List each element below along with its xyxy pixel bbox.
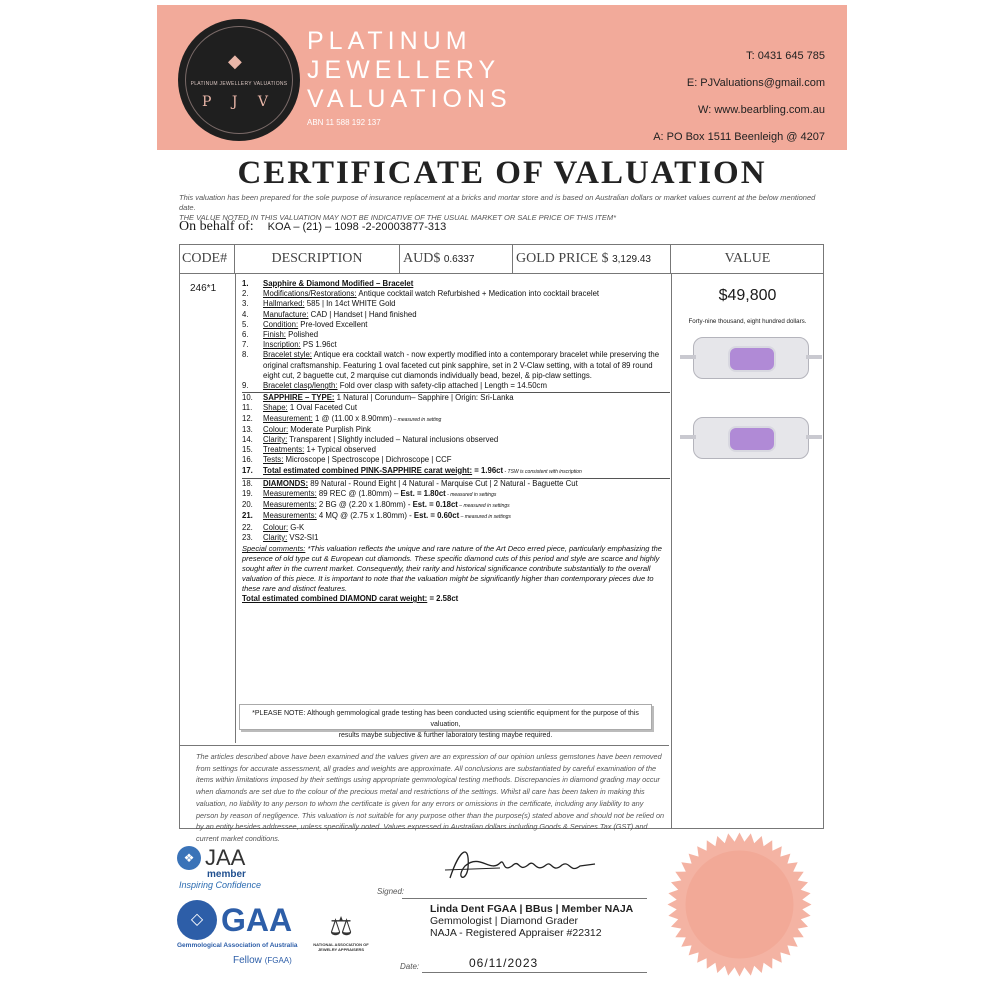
certificate-page <box>157 0 847 1000</box>
gold-value: 3,129.43 <box>612 254 651 265</box>
logo-initials: P J V <box>201 94 277 110</box>
list-item: 22. Colour: G-K <box>242 522 305 532</box>
on-behalf-of <box>179 219 446 235</box>
list-item: 3. Hallmarked: 585 | In 14ct WHITE Gold <box>242 299 396 309</box>
page-title: CERTIFICATE OF VALUATION <box>237 155 767 191</box>
please-note-box <box>239 704 652 739</box>
please-note-line-2: results maybe subjective & further laboratory testing maybe required. <box>338 732 553 739</box>
contact-block <box>653 43 825 151</box>
jaa-icon: ❖ <box>177 846 201 870</box>
gaa-full-name: Gemmological Association of Australia <box>177 942 298 949</box>
total-diamond-weight: Total estimated combined DIAMOND carat weight: = 2.58ct <box>242 594 459 604</box>
list-item: 16. Tests: Microscope | Spectroscope | Dichroscope | CCF <box>242 455 452 465</box>
contact-address: A: PO Box 1511 Beenleigh @ 4207 <box>653 131 825 143</box>
list-item: 1. Sapphire & Diamond Modified – Bracelet <box>242 279 414 288</box>
valuation-words: Forty-nine thousand, eight hundred dollars. <box>688 318 807 325</box>
list-item: 19. Measurements: 89 REC @ (1.80mm) – Est. = 1.80ct - measured in settings <box>242 489 497 499</box>
list-item: 13. Colour: Moderate Purplish Pink <box>242 424 371 434</box>
diamond-icon: ◆ <box>228 51 242 72</box>
item-description <box>242 279 670 604</box>
brand-line-1: PLATINUM <box>307 27 472 55</box>
scales-icon: ⚖ <box>329 912 353 942</box>
abn: ABN 11 588 192 137 <box>307 118 381 127</box>
jaa-member: member <box>207 869 246 880</box>
please-note-line-1: *PLEASE NOTE: Although gemmological grade testing has been conducted using scientific equipment for the purpose of this valuation, <box>252 710 639 728</box>
signer-role: Gemmologist | Diamond Grader <box>430 915 579 927</box>
aud-label: AUD$ <box>403 251 441 266</box>
brand-name <box>307 27 512 114</box>
list-item: 10. SAPPHIRE – TYPE: 1 Natural | Corundum– Sapphire | Origin: Sri-Lanka <box>242 392 670 403</box>
list-item: 6. Finish: Polished <box>242 330 319 340</box>
list-item: 9. Bracelet clasp/length: Fold over clasp with safety-clip attached | Length = 14.50cm <box>242 381 547 391</box>
list-item: 17. Total estimated combined PINK-SAPPHIRE carat weight: = 1.96ct - TSW is consistent with inscription <box>242 465 582 475</box>
terms-text: The articles described above have been examined and the values given are an expression of our opinion unless gemstones have been removed from settings for accurate assessment, all grades and weights are approximate. All conclusions are substantiated by careful examination of the items within limitations imposed by their settings using appropriate gemmological testing methods. Discrepancies in diamond grading may occur when diamonds are set due to the colour of the precious metal and restrictions of the settings. Whilst all care has been taken in making this valuation, no liability to any person to whom the certificate is given for any errors or omissions in the certificate, including any liability to any person by reason of negligence. This valuation is not suitable for any purpose other than the purpose(s) stated above and should not be relied on by an entity besides addressee, unless specifically noted. Values expressed in Australian dollars including Goods & Services Tax (GST) and current market conditions. <box>196 752 665 843</box>
header-banner <box>157 5 847 150</box>
list-item: 23. Clarity: VS2-SI1 <box>242 532 319 542</box>
gold-label: GOLD PRICE $ <box>516 251 609 266</box>
brand-line-3: VALUATIONS <box>307 85 512 113</box>
logo-small-text: PLATINUM JEWELLERY VALUATIONS <box>190 81 288 87</box>
disclaimer-line-2: THE VALUE NOTED IN THIS VALUATION MAY NOT BE INDICATIVE OF THE USUAL MARKET OR SALE PRICE OF THIS ITEM* <box>179 213 617 222</box>
list-item: 12. Measurement: 1 @ (11.00 x 8.90mm) – measured in setting <box>242 413 442 423</box>
valuation-date: 06/11/2023 <box>469 956 539 970</box>
code-header: CODE# <box>180 245 235 274</box>
list-item: 11. Shape: 1 Oval Faceted Cut <box>242 403 358 413</box>
signed-label: Signed: <box>377 887 405 896</box>
list-item: 4. Manufacture: CAD | Handset | Hand finished <box>242 309 417 319</box>
bracelet-photo-2 <box>693 417 809 459</box>
behalf-value: KOA – (21) – 1098 -2-20003877-313 <box>267 221 447 233</box>
signer-name: Linda Dent FGAA | BBus | Member NAJA <box>430 903 634 915</box>
jaa-text: JAA <box>205 845 246 870</box>
valuation-table <box>179 244 824 843</box>
gaa-text: GAA <box>221 901 293 938</box>
aud-header <box>400 245 513 274</box>
list-item: 2. Modifications/Restorations: Antique cocktail watch Refurbished + Medication into cocktail bracelet <box>242 289 600 299</box>
list-item: 21. Measurements: 4 MQ @ (2.75 x 1.80mm) - Est. = 0.60ct – measured in settings <box>242 511 511 521</box>
contact-phone: T: 0431 645 785 <box>746 50 825 62</box>
description-header: DESCRIPTION <box>235 245 400 274</box>
signature-image <box>440 838 600 888</box>
gold-price-header <box>513 245 671 274</box>
list-item: 20. Measurements: 2 BG @ (2.20 x 1.80mm) - Est. = 0.18ct – measured in settings <box>242 500 510 510</box>
gaa-fellow: Fellow (FGAA) <box>233 955 292 966</box>
naja-text: NATIONAL ASSOCIATION OF JEWELRY APPRAISERS <box>313 942 369 952</box>
gaa-logo <box>177 900 298 966</box>
pjv-logo <box>178 19 300 141</box>
special-comments <box>242 544 670 594</box>
seal-icon <box>667 832 812 977</box>
aud-value: 0.6337 <box>443 254 475 265</box>
gaa-diamond-icon: ◇ <box>177 900 217 940</box>
contact-email[interactable]: E: PJValuations@gmail.com <box>686 77 825 89</box>
bracelet-photo-1 <box>693 337 809 379</box>
comments-text: *This valuation reflects the unique and rare nature of the Art Deco erred piece, particularly emphasizing the presence of old type cut & European cut diamonds. These specific diamond cuts of this period and style are scarce and highly sought after in the current market. Consequently, their rarity and historical significance contribute substantially to the overall valuation of this piece. It is important to note that the valuation might be significantly higher than contemporary pieces due to these rare and distinct features. <box>242 544 662 594</box>
behalf-label: On behalf of: <box>179 219 254 234</box>
item-code: 246*1 <box>190 283 217 294</box>
list-item: 7. Inscription: PS 1.96ct <box>242 340 337 350</box>
list-item: 5. Condition: Pre-loved Excellent <box>242 319 368 329</box>
jaa-tagline: Inspiring Confidence <box>179 880 262 890</box>
comments-label: Special comments: <box>242 544 306 554</box>
list-item: 14. Clarity: Transparent | Slightly included – Natural inclusions observed <box>242 435 499 445</box>
jaa-logo <box>177 845 261 890</box>
list-item: 15. Treatments: 1+ Typical observed <box>242 445 376 455</box>
signer-registration: NAJA - Registered Appraiser #22312 <box>430 927 602 939</box>
list-item: 18. DIAMONDS: 89 Natural - Round Eight | 4 Natural - Marquise Cut | 2 Natural - Baguette Cut <box>242 478 670 489</box>
naja-logo <box>309 912 373 952</box>
contact-web[interactable]: W: www.bearbling.com.au <box>698 104 825 116</box>
valuation-amount: $49,800 <box>718 287 777 304</box>
disclaimer-line-1: This valuation has been prepared for the sole purpose of insurance replacement at a bricks and mortar store and is based on Australian dollars or market values current at the below mentioned date. <box>179 193 816 212</box>
value-header: VALUE <box>671 245 824 274</box>
brand-line-2: JEWELLERY <box>307 56 501 84</box>
date-label: Date: <box>400 962 420 971</box>
signer-block <box>430 903 633 939</box>
list-item: 8. Bracelet style: Antique era cocktail watch - now expertly modified into a contemporary bracelet while preserving the original craftsmanship. Featuring 1 oval faceted cut pink sapphire, set in 2 V-Claw setting, with a total of 89 round eight cut, 2 baguette cut, 2 marquise cut diamonds individually bead, bezel, & pip-claw settings. <box>242 350 660 380</box>
